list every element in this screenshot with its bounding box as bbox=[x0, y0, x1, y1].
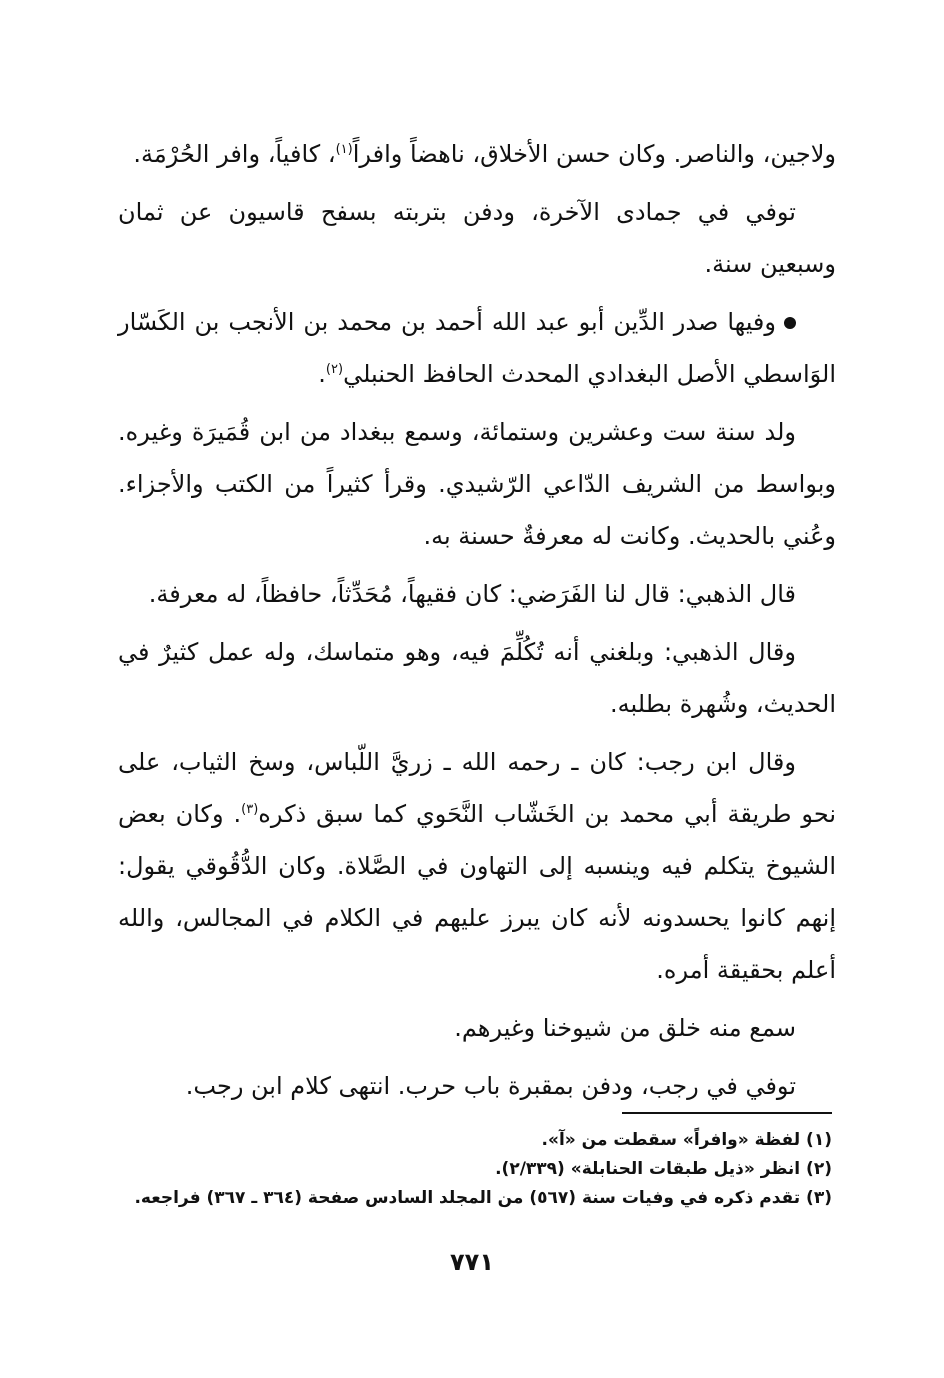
footnote-divider bbox=[622, 1112, 832, 1114]
bullet-icon bbox=[784, 317, 796, 329]
paragraph-7-text-after: . وكان بعض الشيوخ يتكلم فيه وينسبه إلى التهاون في الصَّلاة. وكان الدُّقُوقي يقول: إنهم كانوا يحسدونه لأنه كان يبرز عليهم في الكلام في المجالس، والله أعلم بحقيقة أمره. bbox=[118, 800, 836, 984]
paragraph-1-text: ولاجين، والناصر. وكان حسن الأخلاق، ناهضاً وافراً bbox=[352, 140, 836, 168]
footnote-ref-1: (١) bbox=[335, 142, 353, 157]
paragraph-5-text: قال الذهبي: قال لنا الفَرَضي: كان فقيهاً، مُحَدِّثاً، حافظاً، له معرفة. bbox=[148, 580, 796, 608]
footnote-2: (٢) انظر «ذيل طبقات الحنابلة» (٢/٣٣٩). bbox=[495, 1159, 832, 1179]
paragraph-6 bbox=[118, 626, 836, 730]
paragraph-9-text: توفي في رجب، ودفن بمقبرة باب حرب. انتهى كلام ابن رجب. bbox=[185, 1072, 796, 1100]
paragraph-1 bbox=[118, 128, 836, 180]
paragraph-3-text-after: . bbox=[318, 360, 326, 388]
paragraph-3-entry bbox=[118, 296, 836, 400]
footnotes bbox=[116, 1126, 832, 1213]
paragraph-3-text: وفيها صدر الدِّين أبو عبد الله أحمد بن محمد بن الأنجب بن الكَسّار الوَاسطي الأصل البغدادي المحدث الحافظ الحنبلي bbox=[118, 308, 836, 388]
paragraph-6-text: وقال الذهبي: وبلغني أنه تُكُلِّمَ فيه، وهو متماسك، وله عمل كثيرٌ في الحديث، وشُهرة بطلبه. bbox=[118, 638, 836, 718]
paragraph-4 bbox=[118, 406, 836, 562]
footnote-ref-3: (٣) bbox=[241, 802, 259, 817]
paragraph-7 bbox=[118, 736, 836, 996]
paragraph-5 bbox=[118, 568, 836, 620]
footnote-ref-2: (٢) bbox=[325, 362, 344, 377]
paragraph-4-text: ولد سنة ست وعشرين وستمائة، وسمع ببغداد من ابن قُمَيرَة وغيره. وبواسط من الشريف الدّاعي الرّشيدي. وقرأ كثيراً من الكتب والأجزاء. وعُني بالحديث. وكانت له معرفةٌ حسنة به. bbox=[118, 418, 836, 550]
footnote-3: (٣) تقدم ذكره في وفيات سنة (٥٦٧) من المجلد السادس صفحة (٣٦٤ ـ ٣٦٧) فراجعه. bbox=[134, 1188, 832, 1208]
paragraph-7-text: وقال ابن رجب: كان ـ رحمه الله ـ زريَّ اللّباس، وسخ الثياب، على نحو طريقة أبي محمد بن الخَشّاب النَّحَوي كما سبق ذكره bbox=[118, 748, 837, 828]
main-text bbox=[118, 128, 836, 1118]
page-number: ٧٧١ bbox=[450, 1248, 494, 1276]
paragraph-9 bbox=[118, 1060, 836, 1112]
paragraph-1-text-after: ، كافياً، وافر الحُرْمَة. bbox=[133, 140, 336, 168]
footnote-1: (١) لفظة «وافراً» سقطت من «آ». bbox=[541, 1130, 832, 1150]
paragraph-8-text: سمع منه خلق من شيوخنا وغيرهم. bbox=[454, 1014, 796, 1042]
paragraph-8 bbox=[118, 1002, 836, 1054]
paragraph-2-text: توفي في جمادى الآخرة، ودفن بتربته بسفح قاسيون عن ثمان وسبعين سنة. bbox=[118, 198, 836, 278]
paragraph-2 bbox=[118, 186, 836, 290]
